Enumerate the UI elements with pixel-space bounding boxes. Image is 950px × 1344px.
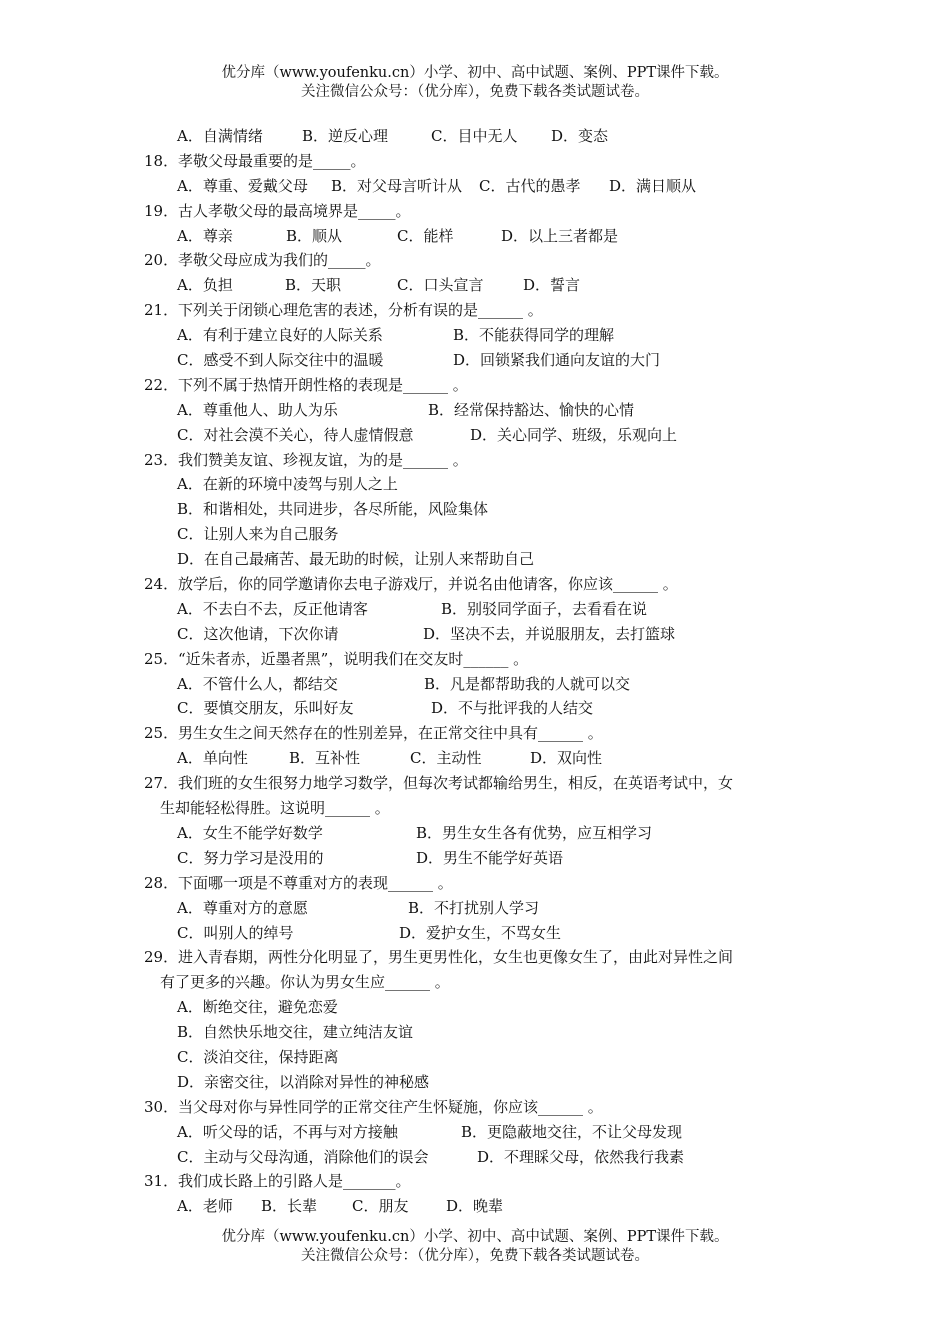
footer-line-1: 优分库（www.youfenku.cn）小学、初中、高中试题、案例、PPT课件下载。 <box>221 1229 729 1245</box>
footer-line-2: 关注微信公众号：（优分库），免费下载各类试题试卷。 <box>301 1248 649 1264</box>
option: D．亲密交往，以消除对异性的神秘感 <box>177 1072 430 1091</box>
question-text: 孝敬父母应成为我们的_____。 <box>178 251 381 270</box>
option: D．变态 <box>551 127 609 145</box>
page-footer <box>0 1228 950 1266</box>
question-number: 23． <box>144 450 179 469</box>
question-31 <box>144 1169 814 1219</box>
option: A．自满情绪 <box>177 127 263 145</box>
option: C．淡泊交往，保持距离 <box>177 1047 339 1066</box>
option: A．在新的环境中凌驾与别人之上 <box>177 475 398 494</box>
question-number: 20． <box>144 251 179 270</box>
option: D．坚决不去，并说服朋友，去打篮球 <box>423 624 676 643</box>
question-number: 24． <box>144 575 179 594</box>
option: C．能样 <box>397 226 454 245</box>
question-20 <box>144 248 814 298</box>
question-number: 29． <box>144 948 179 967</box>
option: A．听父母的话，不再与对方接触 <box>177 1122 398 1141</box>
question-text: 放学后，你的同学邀请你去电子游戏厅，并说名由他请客，你应该______ 。 <box>178 575 678 594</box>
option: C．让别人来为自己服务 <box>177 525 339 544</box>
option: D．关心同学、班级，乐观向上 <box>470 425 678 444</box>
q17-options <box>144 124 814 149</box>
option: D．晚辈 <box>446 1197 504 1216</box>
option: D．不理睬父母，依然我行我素 <box>477 1147 685 1166</box>
question-text-line-1: 我们班的女生很努力地学习数学，但每次考试都输给男生，相反，在英语考试中，女 <box>178 774 734 793</box>
question-number: 25． <box>144 649 179 668</box>
option: B．男生女生各有优势，应互相学习 <box>416 823 653 842</box>
option: D．在自己最痛苦、最无助的时候，让别人来帮助自己 <box>177 550 535 569</box>
option: B．和谐相处，共同进步，各尽所能，风险集体 <box>177 500 489 519</box>
option: C．对社会漠不关心，待人虚情假意 <box>177 425 414 444</box>
option: A．尊重对方的意愿 <box>177 898 308 917</box>
option: A．不去白不去，反正他请客 <box>177 599 368 618</box>
option: B．更隐蔽地交往，不让父母发现 <box>461 1122 683 1141</box>
option: C．叫别人的绰号 <box>177 923 294 942</box>
question-25 <box>144 647 814 722</box>
option: A．女生不能学好数学 <box>177 823 323 842</box>
option: D．誓言 <box>523 276 581 295</box>
option: A．老师 <box>177 1197 233 1216</box>
header-line-2: 关注微信公众号：（优分库），免费下载各类试题试卷。 <box>301 84 649 100</box>
question-21 <box>144 298 814 373</box>
option: C．要慎交朋友，乐叫好友 <box>177 699 354 718</box>
question-22 <box>144 373 814 448</box>
question-number: 30． <box>144 1097 179 1116</box>
question-text: 下列关于闭锁心理危害的表述，分析有误的是______ 。 <box>178 301 543 320</box>
option: D．双向性 <box>530 749 603 768</box>
option: C．口头宣言 <box>397 276 484 295</box>
question-text: 我们成长路上的引路人是_______。 <box>178 1172 411 1191</box>
option: D．爱护女生，不骂女生 <box>399 923 562 942</box>
question-text-line-2: 生却能轻松得胜。这说明______ 。 <box>160 799 390 818</box>
question-text: 男生女生之间天然存在的性别差异，在正常交往中具有______ 。 <box>178 724 603 743</box>
question-number: 21． <box>144 301 179 320</box>
question-28 <box>144 871 814 946</box>
question-23 <box>144 448 814 572</box>
question-26 <box>144 721 814 771</box>
option: C．古代的愚孝 <box>479 176 581 195</box>
question-text: 当父母对你与异性同学的正常交往产生怀疑施，你应该______ 。 <box>178 1097 603 1116</box>
option: A．尊重他人、助人为乐 <box>177 400 338 419</box>
question-text: “近朱者赤，近墨者黑”，说明我们在交友时______ 。 <box>178 649 529 668</box>
option: B．不能获得同学的理解 <box>453 326 615 345</box>
question-text: 孝敬父母最重要的是_____。 <box>178 151 366 170</box>
question-text: 下面哪一项是不尊重对方的表现______ 。 <box>178 873 453 892</box>
option: A．负担 <box>177 276 233 295</box>
option: B．逆反心理 <box>302 127 389 145</box>
header-line-1: 优分库（www.youfenku.cn）小学、初中、高中试题、案例、PPT课件下载。 <box>221 65 729 81</box>
question-number: 22． <box>144 375 179 394</box>
option: C．努力学习是没用的 <box>177 848 324 867</box>
option: A．断绝交往，避免恋爱 <box>177 998 338 1017</box>
question-24 <box>144 572 814 647</box>
option: B．不打扰别人学习 <box>408 898 540 917</box>
question-27 <box>144 771 814 871</box>
option: C．这次他请，下次你请 <box>177 624 339 643</box>
question-text: 我们赞美友谊、珍视友谊，为的是______ 。 <box>178 450 468 469</box>
question-number: 28． <box>144 873 179 892</box>
question-number: 27． <box>144 774 179 793</box>
option: C．感受不到人际交往中的温暖 <box>177 351 384 370</box>
option: A．不管什么人，都结交 <box>177 674 338 693</box>
question-number: 31． <box>144 1172 179 1191</box>
question-text-line-1: 进入青春期，两性分化明显了，男生更男性化，女生也更像女生了，由此对异性之间 <box>178 948 734 967</box>
question-18 <box>144 149 814 199</box>
option: B．天职 <box>285 276 342 295</box>
question-number: 19． <box>144 201 179 220</box>
option: D．回锁紧我们通向友谊的大门 <box>453 351 661 370</box>
option: A．尊亲 <box>177 226 233 245</box>
option: B．凡是都帮助我的人就可以交 <box>424 674 631 693</box>
question-29 <box>144 945 814 1094</box>
option: C．主动性 <box>410 749 482 768</box>
question-list <box>144 124 814 1219</box>
option: B．长辈 <box>261 1197 318 1216</box>
option: C．目中无人 <box>431 127 518 145</box>
option: D．不与批评我的人结交 <box>431 699 594 718</box>
option: B．别驳同学面子，去看看在说 <box>441 599 648 618</box>
option: B．自然快乐地交往，建立纯洁友谊 <box>177 1023 414 1042</box>
option: A．有利于建立良好的人际关系 <box>177 326 383 345</box>
option: C．主动与父母沟通，消除他们的误会 <box>177 1147 429 1166</box>
option: D．满日顺从 <box>609 176 697 195</box>
question-number: 25． <box>144 724 179 743</box>
option: A．尊重、爱戴父母 <box>177 176 308 195</box>
option: B．对父母言听计从 <box>331 176 463 195</box>
option: D．以上三者都是 <box>501 226 619 245</box>
question-text-line-2: 有了更多的兴趣。你认为男女生应______ 。 <box>160 973 450 992</box>
question-30 <box>144 1095 814 1170</box>
question-text: 古人孝敬父母的最高境界是_____。 <box>178 201 411 220</box>
option: B．顺从 <box>286 226 343 245</box>
question-19 <box>144 199 814 249</box>
option: B．互补性 <box>289 749 361 768</box>
option: A．单向性 <box>177 749 248 768</box>
option: D．男生不能学好英语 <box>416 848 564 867</box>
option: C．朋友 <box>352 1197 409 1216</box>
page-header <box>0 64 950 102</box>
question-text: 下列不属于热情开朗性格的表现是______ 。 <box>178 375 468 394</box>
question-number: 18． <box>144 151 179 170</box>
option: B．经常保持豁达、愉快的心情 <box>428 400 635 419</box>
